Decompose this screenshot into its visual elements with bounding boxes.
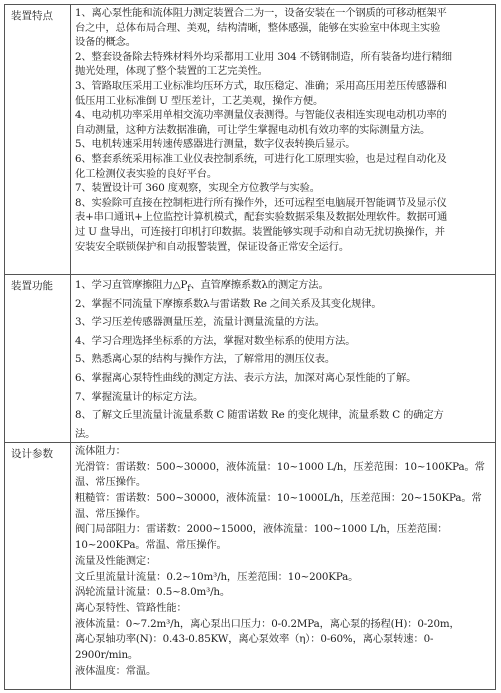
text-line: 阀门局部阻力：雷诺数：2000~15000，液体流量：100~1000 L/h，压差范围： (75, 523, 448, 536)
section-label: 装置特点 (5, 5, 71, 274)
text-line: 3、管路取压采用工业标准均压环方式，取压稳定、准确；采用高压用差压传感器和 (75, 79, 447, 92)
text-line: 5、熟悉离心泵的结构与操作方法，了解常用的测压仪表。 (75, 353, 336, 366)
text-line: 安装安全联锁保护和自动报警装置，保证设备正常安全运行。 (75, 240, 349, 253)
text-line: 台之中，总体布局合理、美观，结构清晰，整体感强，能够在实验室中体现主实验 (75, 21, 441, 34)
text-line: 7、装置设计可 360 度观察，实现全方位教学与实验。 (75, 182, 320, 195)
text-line: 5、电机转速采用转速传感器进行测量，数字仪表转换后显示。 (75, 138, 356, 151)
text-line: 流量及性能测定： (75, 554, 157, 567)
text-line: 法。 (75, 427, 96, 440)
text-line: 4、学习合理选择坐标系的方法，掌握对数坐标系的使用方法。 (75, 334, 356, 347)
section-content (71, 275, 495, 443)
text-line: 6、整套系统采用标准工业仪表控制系统，可进行化工原理实验，也是过程自动化及 (75, 152, 447, 165)
section-content (71, 5, 495, 254)
text-line: 8、实验除可直接在控制柜进行所有操作外，还可远程至电脑展开智能调节及显示仪 (75, 196, 447, 209)
text-line: 10~200KPa。常温、常压操作。 (75, 539, 227, 552)
text-line: 文丘里流量计流量：0.2~10m³/h，压差范围：10~200KPa。 (75, 570, 359, 583)
text-line: 表+串口通讯+上位监控计算机模式，配套实验数据采集及数据处理软件。数据可通 (75, 211, 448, 224)
text-line: 4、电动机功率采用单相交流功率测量仪表测得。与智能仪表相连实现电动机功率的 (75, 109, 447, 122)
text-line: 自动测量，这种方法数据准确，可让学生掌握电动机有效功率的实际测量方法。 (75, 123, 431, 136)
text-line: 液体温度：常温。 (75, 664, 157, 677)
section-design-params (5, 442, 495, 689)
text-line: 温、常压操作。 (75, 476, 147, 489)
section-functions (5, 274, 495, 442)
text-line: 1、学习直管摩擦阻力$\triangle P_f$、直管摩擦系数λ的测定方法。 (75, 279, 329, 295)
text-line: 3、学习压差传感器测量压差，流量计测量流量的方法。 (75, 316, 325, 329)
section-label: 设计参数 (5, 443, 71, 689)
text-line: 离心泵轴功率(N)：0.43-0.85KW，离心泵效率（η）：0-60%，离心泵转速：0- (75, 633, 434, 646)
text-line: 7、掌握流量计的标定方法。 (75, 390, 204, 403)
text-line: 过 U 盘导出，可连接打印机打印数据。装置能够实现手动和自动无扰切换操作，并 (75, 225, 445, 238)
text-line: 2900r/min。 (75, 648, 139, 661)
text-line: 8、了解文丘里流量计流量系数 C 随雷诺数 Re 的变化规律，流量系数 C 的确定方 (75, 409, 444, 422)
spec-table (4, 4, 496, 690)
section-label: 装置功能 (5, 275, 71, 442)
text-line: 设备的概念。 (75, 36, 136, 49)
text-line: 低压用工业标准倒 U 型压差计，工艺美观，操作方便。 (75, 94, 324, 107)
section-content (71, 443, 495, 679)
text-line: 离心泵特性、管路性能： (75, 601, 187, 614)
text-line: 液体流量：0~7.2m³/h，离心泵出口压力：0-0.2MPa，离心泵的扬程(H)：0-20m， (75, 617, 460, 630)
text-line: 2、整套设备除去特殊材料外均采都用工业用 304 不锈钢制造，所有装备均进行精细 (75, 50, 452, 63)
text-line: 光滑管：雷诺数：500~30000，液体流量：10~1000 L/h，压差范围：10~100KPa。常 (75, 460, 485, 473)
text-line: 6、掌握离心泵特性曲线的测定方法、表示方法，加深对离心泵性能的了解。 (75, 371, 417, 384)
text-line: 1、离心泵性能和流体阻力测定装置合二为一，设备安装在一个钢质的可移动框架平 (75, 7, 447, 19)
text-line: 抛光处理，体现了整个装置的工艺完美性。 (75, 65, 268, 78)
text-line: 流体阻力： (75, 445, 126, 457)
text-line: 温、常压操作。 (75, 507, 147, 520)
text-line: 涡轮流量计流量：0.5~8.0m³/h。 (75, 586, 231, 599)
text-line: 2、掌握不同流量下摩擦系数λ与雷诺数 Re 之间关系及其变化规律。 (75, 297, 382, 310)
text-line: 化工检测仪表实验的良好平台。 (75, 167, 218, 180)
section-features (5, 5, 495, 274)
text-line: 粗糙管：雷诺数：500~30000，液体流量：10~1000L/h，压差范围：20~150KPa。常 (75, 492, 482, 505)
